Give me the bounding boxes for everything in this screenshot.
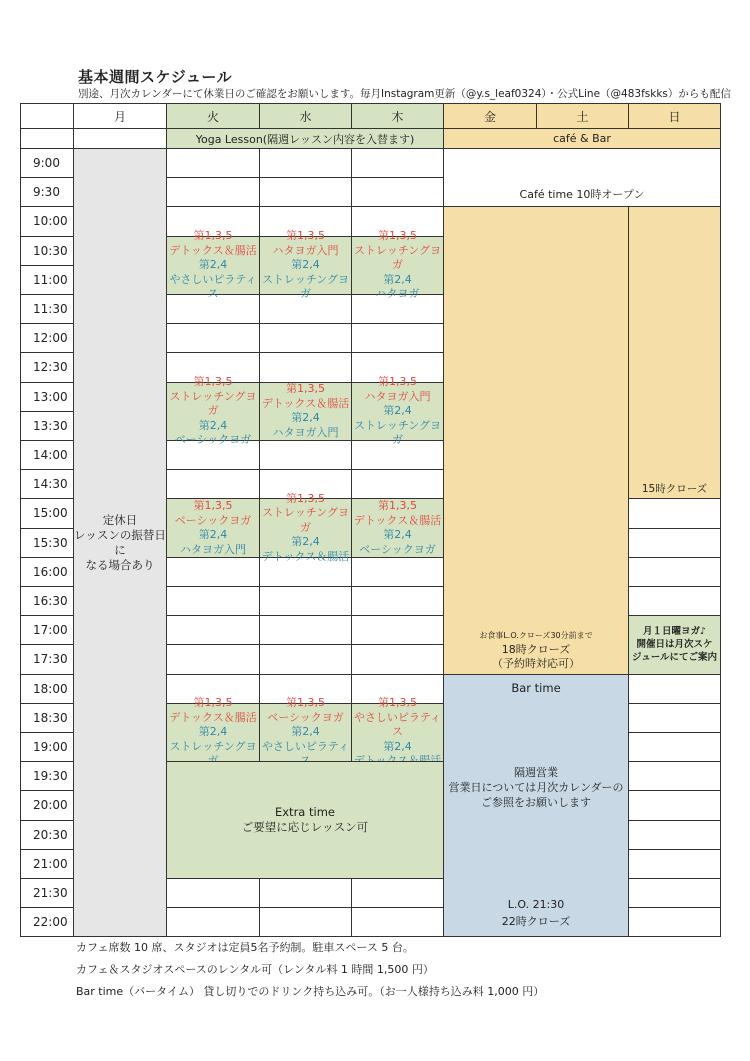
time-slot	[20, 674, 74, 704]
time-slot	[20, 498, 74, 528]
empty-slot	[166, 644, 260, 674]
day-label: 水	[299, 109, 312, 124]
lesson-name-odd: ベーシックヨガ	[267, 710, 344, 724]
lesson-week-even: 第2,4	[198, 258, 228, 272]
lesson-name-even: デトックス＆腸活	[261, 549, 350, 563]
lesson-name-even: やさしいピラティス	[169, 272, 257, 301]
time-slot	[20, 236, 74, 266]
time-slot	[20, 528, 74, 558]
bar-last-order: L.O. 21:30	[507, 898, 565, 912]
empty-slot	[351, 644, 444, 674]
lesson-name-even: ストレッチングヨガ	[353, 418, 442, 447]
sunday-empty-slot	[628, 732, 721, 762]
lesson-week-even: 第2,4	[291, 725, 320, 739]
lesson-name-odd: デトックス＆腸活	[261, 396, 350, 410]
day-header	[73, 103, 167, 129]
yoga-lesson-label: Yoga Lesson(隔週レッスン内容を入替ます)	[195, 132, 415, 146]
time-slot	[20, 265, 74, 295]
sunday-empty-slot	[628, 528, 721, 558]
day-header	[536, 103, 629, 129]
sunday-empty-slot	[628, 703, 721, 733]
bar-schedule-note	[444, 765, 628, 810]
sunday-empty-slot	[628, 586, 721, 616]
lesson-block	[259, 229, 352, 301]
bar-note-line: ご参照をお願いします	[481, 795, 591, 809]
time-slot	[20, 761, 74, 791]
lesson-name-even: ベーシックヨガ	[359, 542, 436, 556]
cafe-pre-open	[443, 148, 721, 207]
bar-note-line: 隔週営業	[514, 765, 558, 779]
cafe-lo-note: お食事L.O.クローズ30分前まで	[479, 630, 593, 640]
lesson-block	[351, 696, 444, 762]
empty-slot	[259, 177, 352, 207]
time-label: 21:00	[33, 856, 68, 871]
sunday-yoga-note	[628, 615, 721, 674]
lesson-name-odd: ベーシックヨガ	[174, 513, 252, 527]
lesson-name-odd: ハタヨガ入門	[272, 243, 339, 257]
time-label: 22:00	[33, 915, 68, 930]
empty-slot	[259, 352, 352, 382]
day-header	[259, 103, 352, 129]
monday-note-line: なる場合あり	[85, 557, 155, 572]
cafe-time-block	[443, 206, 629, 674]
time-slot	[20, 615, 74, 645]
time-label: 14:00	[33, 448, 68, 463]
lesson-block	[166, 696, 260, 762]
lesson-block	[166, 229, 260, 301]
lesson-week-even: 第2,4	[291, 535, 320, 549]
cafe-bar-label: café & Bar	[553, 132, 611, 145]
time-label: 10:00	[33, 214, 68, 229]
time-slot	[20, 907, 74, 937]
lesson-block	[351, 498, 444, 557]
time-label: 20:30	[33, 827, 68, 842]
empty-slot	[259, 644, 352, 674]
time-slot	[20, 411, 74, 441]
time-slot	[20, 323, 74, 353]
empty-slot	[259, 878, 352, 908]
lesson-week-odd: 第1,3,5	[378, 499, 417, 513]
lesson-name-even: ハタヨガ	[375, 287, 420, 301]
time-slot	[20, 294, 74, 324]
empty-slot	[351, 557, 444, 587]
lesson-block	[351, 375, 444, 447]
lesson-name-even: ストレッチングヨ	[169, 739, 257, 753]
time-label: 13:00	[33, 389, 68, 404]
empty-slot	[259, 323, 352, 353]
monday-note-line: レッスンの振替日に	[74, 527, 166, 557]
empty-slot	[259, 148, 352, 178]
time-label: 13:30	[33, 418, 68, 433]
bar-time-title: Bar time	[511, 680, 561, 695]
empty-slot	[351, 177, 444, 207]
sunday-cafe-block	[628, 206, 721, 499]
time-label: 17:00	[33, 623, 68, 638]
time-slot	[20, 469, 74, 499]
time-slot	[20, 820, 74, 850]
header-corner-2	[20, 128, 74, 149]
sunday-close-label: 15時クローズ	[641, 483, 708, 496]
time-label: 11:30	[33, 302, 68, 317]
time-label: 18:30	[33, 710, 68, 725]
lesson-week-odd: 第1,3,5	[286, 382, 325, 396]
monday-subheader	[73, 128, 167, 149]
empty-slot	[166, 557, 260, 587]
lesson-week-even: 第2,4	[383, 528, 412, 542]
sunday-empty-slot	[628, 849, 721, 879]
empty-slot	[259, 615, 352, 645]
lesson-week-even: 第2,4	[291, 411, 320, 425]
empty-slot	[259, 907, 352, 937]
empty-slot	[351, 878, 444, 908]
empty-slot	[351, 615, 444, 645]
lesson-name-odd: デトックス＆腸活	[169, 243, 257, 257]
header-corner	[20, 103, 74, 129]
time-slot	[20, 703, 74, 733]
empty-slot	[351, 586, 444, 616]
day-label: 日	[668, 109, 681, 124]
time-label: 14:30	[33, 477, 68, 492]
empty-slot	[166, 469, 260, 499]
day-label: 火	[206, 109, 219, 124]
cafe-close-time: 18時クローズ	[501, 642, 571, 656]
day-label: 土	[576, 109, 589, 124]
time-slot	[20, 177, 74, 207]
sunday-yoga-line: 月１日曜ヨガ♪	[642, 626, 707, 638]
day-header	[166, 103, 260, 129]
day-header	[443, 103, 537, 129]
lesson-block	[259, 696, 352, 762]
lesson-name-even: ハタヨガ入門	[180, 542, 246, 556]
lesson-name-odd: ハタヨガ入門	[364, 389, 431, 403]
empty-slot	[351, 469, 444, 499]
page-title: 基本週間スケジュール	[78, 68, 233, 86]
time-slot	[20, 849, 74, 879]
empty-slot	[166, 907, 260, 937]
empty-slot	[166, 177, 260, 207]
lesson-block	[351, 229, 444, 301]
lesson-week-odd: 第1,3,5	[286, 696, 325, 710]
time-label: 11:00	[33, 272, 68, 287]
time-label: 9:00	[33, 156, 60, 171]
lesson-name-even: やさしいピラティ	[261, 739, 350, 753]
time-label: 12:30	[33, 360, 68, 375]
empty-slot	[166, 615, 260, 645]
sunday-empty-slot	[628, 907, 721, 937]
day-label: 月	[113, 109, 126, 124]
sunday-empty-slot	[628, 790, 721, 820]
lesson-week-even: 第2,4	[198, 725, 228, 739]
cafe-bar-header	[443, 128, 721, 149]
footer-note-3: Bar time（バータイム） 貸し切りでのドリンク持ち込み可。（お一人様持ち込み料 1,000 円）	[76, 985, 545, 998]
footer-note-1: カフェ席数 10 席、スタジオは定員5名予約制。駐車スペース 5 台。	[76, 941, 414, 954]
yoga-lesson-header	[166, 128, 444, 149]
bar-note-line: 営業日については月次カレンダーの	[448, 780, 624, 794]
monday-note-line: 定休日	[102, 512, 138, 527]
extra-time-text	[242, 805, 368, 835]
lesson-week-even: 第2,4	[291, 258, 320, 272]
lesson-week-odd: 第1,3,5	[378, 696, 417, 710]
time-label: 19:30	[33, 769, 68, 784]
lesson-week-odd: 第1,3,5	[193, 229, 233, 243]
time-slot	[20, 586, 74, 616]
lesson-block	[166, 375, 260, 447]
time-label: 16:00	[33, 564, 68, 579]
sunday-empty-slot	[628, 878, 721, 908]
time-slot	[20, 206, 74, 236]
lesson-name-odd: ストレッチングヨガ	[169, 389, 257, 418]
lesson-name-even: ハタヨガ入門	[272, 425, 339, 439]
empty-slot	[166, 878, 260, 908]
lesson-week-even: 第2,4	[198, 528, 228, 542]
lesson-block	[259, 491, 352, 563]
time-label: 17:30	[33, 652, 68, 667]
lesson-name-odd: やさしいピラティス	[353, 710, 442, 739]
lesson-week-even: 第2,4	[383, 404, 412, 418]
monday-closed-column	[73, 148, 167, 937]
sunday-empty-slot	[628, 498, 721, 528]
empty-slot	[351, 907, 444, 937]
lesson-week-odd: 第1,3,5	[193, 499, 233, 513]
time-slot	[20, 878, 74, 908]
time-slot	[20, 352, 74, 382]
lesson-week-odd: 第1,3,5	[193, 696, 233, 710]
time-label: 15:30	[33, 535, 68, 550]
time-slot	[20, 440, 74, 470]
cafe-reserve-note: （予約時対応可）	[492, 656, 580, 670]
time-label: 12:00	[33, 331, 68, 346]
lesson-week-even: 第2,4	[383, 272, 412, 286]
time-label: 21:30	[33, 886, 68, 901]
lesson-name-odd: デトックス＆腸活	[353, 513, 442, 527]
page-subtitle: 別途、月次カレンダーにて休業日のご確認をお願いします。毎月Instagram更新（@y.s_leaf0324）・公式Line（@483fskks）からも配信	[78, 88, 731, 100]
extra-time-title: Extra time	[274, 805, 335, 820]
lesson-week-odd: 第1,3,5	[378, 375, 417, 389]
lesson-week-even: 第2,4	[383, 739, 412, 753]
time-label: 20:00	[33, 798, 68, 813]
time-label: 10:30	[33, 243, 68, 258]
empty-slot	[351, 323, 444, 353]
time-slot	[20, 382, 74, 412]
bar-time-block	[443, 674, 629, 938]
time-label: 16:30	[33, 594, 68, 609]
lesson-week-odd: 第1,3,5	[378, 229, 417, 243]
time-slot	[20, 148, 74, 178]
lesson-name-odd: ストレッチングヨガ	[353, 243, 442, 272]
cafe-open-label: Café time 10時オープン	[519, 188, 645, 202]
time-slot	[20, 732, 74, 762]
lesson-name-even: ストレッチングヨガ	[261, 272, 350, 301]
empty-slot	[166, 323, 260, 353]
lesson-name-odd: ストレッチングヨガ	[261, 506, 350, 534]
extra-time-desc: ご要望に応じレッスン可	[241, 820, 369, 835]
footer-note-2: カフェ＆スタジオスペースのレンタル可（レンタル料 1 時間 1,500 円）	[76, 963, 434, 976]
day-header	[628, 103, 721, 129]
empty-slot	[351, 148, 444, 178]
sunday-yoga-line: 開催日は月次スケ	[636, 639, 713, 651]
lesson-block	[259, 382, 352, 441]
lesson-week-even: 第2,4	[198, 418, 228, 432]
lesson-block	[166, 498, 260, 557]
bar-close-note	[444, 896, 628, 930]
empty-slot	[259, 586, 352, 616]
bar-close-time: 22時クローズ	[501, 915, 571, 929]
time-label: 15:00	[33, 506, 68, 521]
sunday-empty-slot	[628, 557, 721, 587]
time-slot	[20, 557, 74, 587]
time-slot	[20, 644, 74, 674]
monday-note	[74, 513, 166, 573]
day-label: 木	[391, 109, 404, 124]
lesson-name-odd: デトックス＆腸活	[169, 710, 257, 724]
empty-slot	[166, 586, 260, 616]
lesson-week-odd: 第1,3,5	[286, 229, 325, 243]
empty-slot	[166, 148, 260, 178]
time-label: 18:00	[33, 681, 68, 696]
empty-slot	[259, 440, 352, 470]
time-slot	[20, 790, 74, 820]
time-label: 9:30	[33, 185, 60, 200]
time-label: 19:00	[33, 740, 68, 755]
day-label: 金	[483, 109, 496, 124]
lesson-week-odd: 第1,3,5	[193, 375, 233, 389]
lesson-week-odd: 第1,3,5	[286, 491, 325, 505]
extra-time-block	[166, 761, 444, 879]
sunday-yoga-line: ジュールにてご案内	[631, 652, 718, 664]
sunday-empty-slot	[628, 761, 721, 791]
cafe-close-note	[444, 629, 628, 671]
lesson-name-even: ベーシックヨガ	[174, 433, 252, 447]
sunday-empty-slot	[628, 674, 721, 704]
day-header	[351, 103, 444, 129]
sunday-empty-slot	[628, 820, 721, 850]
